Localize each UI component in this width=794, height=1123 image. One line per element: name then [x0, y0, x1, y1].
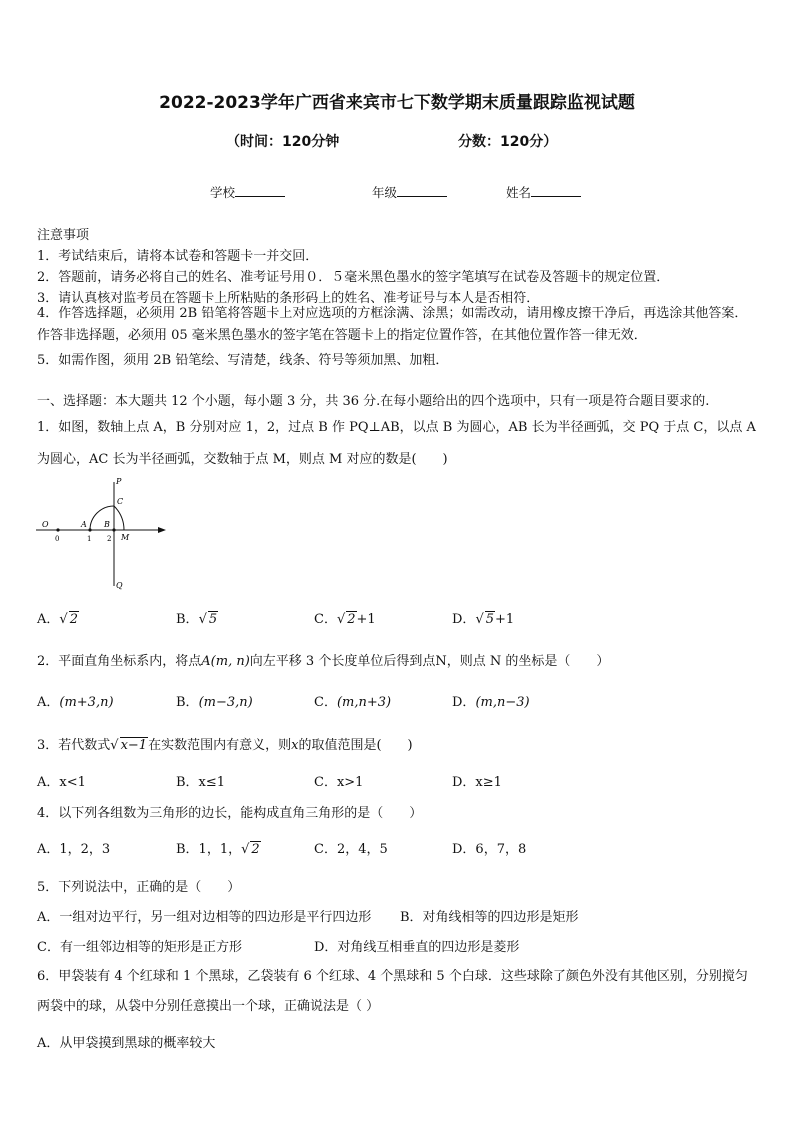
plus-one: +1	[495, 612, 515, 627]
grade-label: 年级	[372, 185, 398, 200]
question-4-text: 4．以下列各组数为三角形的边长，能构成直角三角形的是（ ）	[37, 806, 423, 821]
option-letter: A．	[37, 695, 60, 710]
q6-option-a[interactable]: A．从甲袋摸到黑球的概率较大	[37, 1036, 216, 1051]
radicand: 5	[485, 612, 495, 627]
note-item: 5．如需作图，须用 2B 铅笔绘、写清楚，线条、符号等须加黑、加粗．	[37, 353, 449, 368]
q4-option-d[interactable]: D．6，7，8	[452, 842, 527, 857]
q2-option-c[interactable]	[314, 691, 391, 710]
question-2-text	[37, 650, 609, 669]
label-Q: Q	[116, 581, 123, 590]
radicand: 5	[208, 612, 218, 627]
question-5-text: 5．下列说法中，正确的是（ ）	[37, 880, 241, 895]
tick-0: 0	[55, 535, 60, 543]
q2-option-d[interactable]	[452, 691, 530, 710]
question-1-text: 1．如图，数轴上点 A，B 分别对应 1，2，过点 B 作 PQ⊥AB，以点 B 为圆心，AB 长为半径画弧，交 PQ 于点 C，以点 A 为圆心，AC 长为半径画弧，交数轴于点 M，则点 M 对应的数是( )	[37, 420, 756, 467]
note-item: 4．作答选择题，必须用 2B 铅笔将答题卡上对应选项的方框涂满、涂黑；如需改动，请用橡皮擦干净后，再选涂其他答案．作答非选择题，必须用 05 毫米黑色墨水的签字笔在答题卡上的指定位置作答，在其他位置作答一律无效．	[37, 306, 748, 343]
q3-option-d[interactable]: D．x≥1	[452, 775, 502, 790]
option-letter: C．	[314, 695, 337, 710]
q3-text-b: 在实数范围内有意义，则	[148, 738, 292, 753]
option-letter: B．	[176, 612, 199, 627]
note-item: 1．考试结束后，请将本试卷和答题卡一并交回．	[37, 249, 319, 264]
option-letter: D．	[452, 612, 476, 627]
q3-option-c[interactable]: C．x>1	[314, 775, 364, 790]
name-blank[interactable]	[531, 184, 581, 197]
question-3-text: 3．若代数式√ x−1在实数范围内有意义，则x的取值范围是( )	[37, 738, 413, 753]
q5-option-b[interactable]: B．对角线相等的四边形是矩形	[400, 910, 579, 925]
q5-option-c[interactable]: C．有一组邻边相等的矩形是正方形	[37, 940, 242, 955]
variable-x: x	[291, 738, 299, 753]
exam-title: 2022-2023学年广西省来宾市七下数学期末质量跟踪监视试题	[159, 93, 635, 113]
q5-option-d[interactable]: D．对角线互相垂直的四边形是菱形	[314, 940, 520, 955]
radicand: 2	[251, 842, 260, 857]
label-B: B	[104, 520, 110, 529]
note-item: 2．答题前，请务必将自己的姓名、准考证号用０．５毫米黑色墨水的签字笔填写在试卷及答题卡的规定位置．	[37, 270, 670, 285]
q3-option-a[interactable]: A．x<1	[37, 775, 86, 790]
q2-text-a: 2．平面直角坐标系内，将点	[37, 654, 202, 669]
tick-1: 1	[87, 535, 92, 543]
tick-2: 2	[107, 535, 112, 543]
q4-option-a[interactable]: A．1，2，3	[37, 842, 111, 857]
option-text: B．1，1，	[176, 842, 242, 857]
name-field	[506, 183, 581, 201]
option-value: (m+3,n)	[59, 695, 114, 710]
school-label: 学校	[210, 185, 236, 200]
q2-option-b[interactable]	[176, 691, 253, 710]
label-C: C	[117, 497, 124, 506]
note-item: 3．请认真核对监考员在答题卡上所粘贴的条形码上的姓名、准考证号与本人是否相符．	[37, 291, 540, 306]
notes-heading: 注意事项	[37, 228, 90, 243]
label-O: O	[42, 520, 49, 529]
option-letter: A．	[37, 612, 60, 627]
school-blank[interactable]	[235, 184, 285, 197]
q3-text-c: 的取值范围是( )	[298, 738, 413, 753]
section-heading: 一、选择题：本大题共 12 个小题，每小题 3 分，共 36 分.在每小题给出的四个选项中，只有一项是符合题目要求的.	[37, 394, 710, 409]
option-letter: C．	[314, 612, 337, 627]
point-A: A(m, n)	[201, 654, 250, 669]
option-value: (m,n−3)	[475, 695, 530, 710]
option-value: (m,n+3)	[336, 695, 392, 710]
number-line-figure	[34, 474, 174, 592]
label-P: P	[116, 477, 122, 486]
exam-time: （时间：120分钟	[226, 134, 340, 150]
plus-one: +1	[356, 612, 376, 627]
grade-field	[372, 183, 447, 201]
option-letter: B．	[176, 695, 199, 710]
label-M: M	[121, 533, 130, 542]
q4-option-c[interactable]: C．2，4，5	[314, 842, 388, 857]
grade-blank[interactable]	[397, 184, 447, 197]
q5-option-a[interactable]: A．一组对边平行，另一组对边相等的四边形是平行四边形	[37, 910, 372, 925]
radicand: 2	[69, 612, 78, 627]
q3-option-b[interactable]: B．x≤1	[176, 775, 226, 790]
q1-option-d[interactable]: D．√ 5+1	[452, 612, 515, 627]
q1-option-b[interactable]: B．√ 5	[176, 612, 218, 627]
school-field	[210, 183, 285, 201]
name-label: 姓名	[506, 185, 532, 200]
radicand: 2	[347, 612, 356, 627]
q2-text-b: 向左平移 3 个长度单位后得到点N，则点 N 的坐标是（ ）	[249, 654, 610, 669]
radicand: x−1	[120, 738, 148, 753]
q4-option-b[interactable]: B．1，1，√ 2	[176, 842, 260, 857]
q2-option-a[interactable]	[37, 691, 114, 710]
exam-score: 分数：120分）	[458, 134, 558, 150]
question-6-text: 6．甲袋装有 4 个红球和 1 个黑球，乙袋装有 6 个红球、4 个黑球和 5 个白球．这些球除了颜色外没有其他区别，分别搅匀两袋中的球，从袋中分别任意摸出一个球，正确说法是（ ）	[37, 969, 748, 1014]
option-letter: D．	[452, 695, 476, 710]
q1-option-c[interactable]: C．√ 2+1	[314, 612, 376, 627]
q3-text-a: 3．若代数式	[37, 738, 111, 753]
option-value: (m−3,n)	[198, 695, 253, 710]
q1-option-a[interactable]: A．√ 2	[37, 612, 78, 627]
label-A: A	[81, 520, 87, 529]
